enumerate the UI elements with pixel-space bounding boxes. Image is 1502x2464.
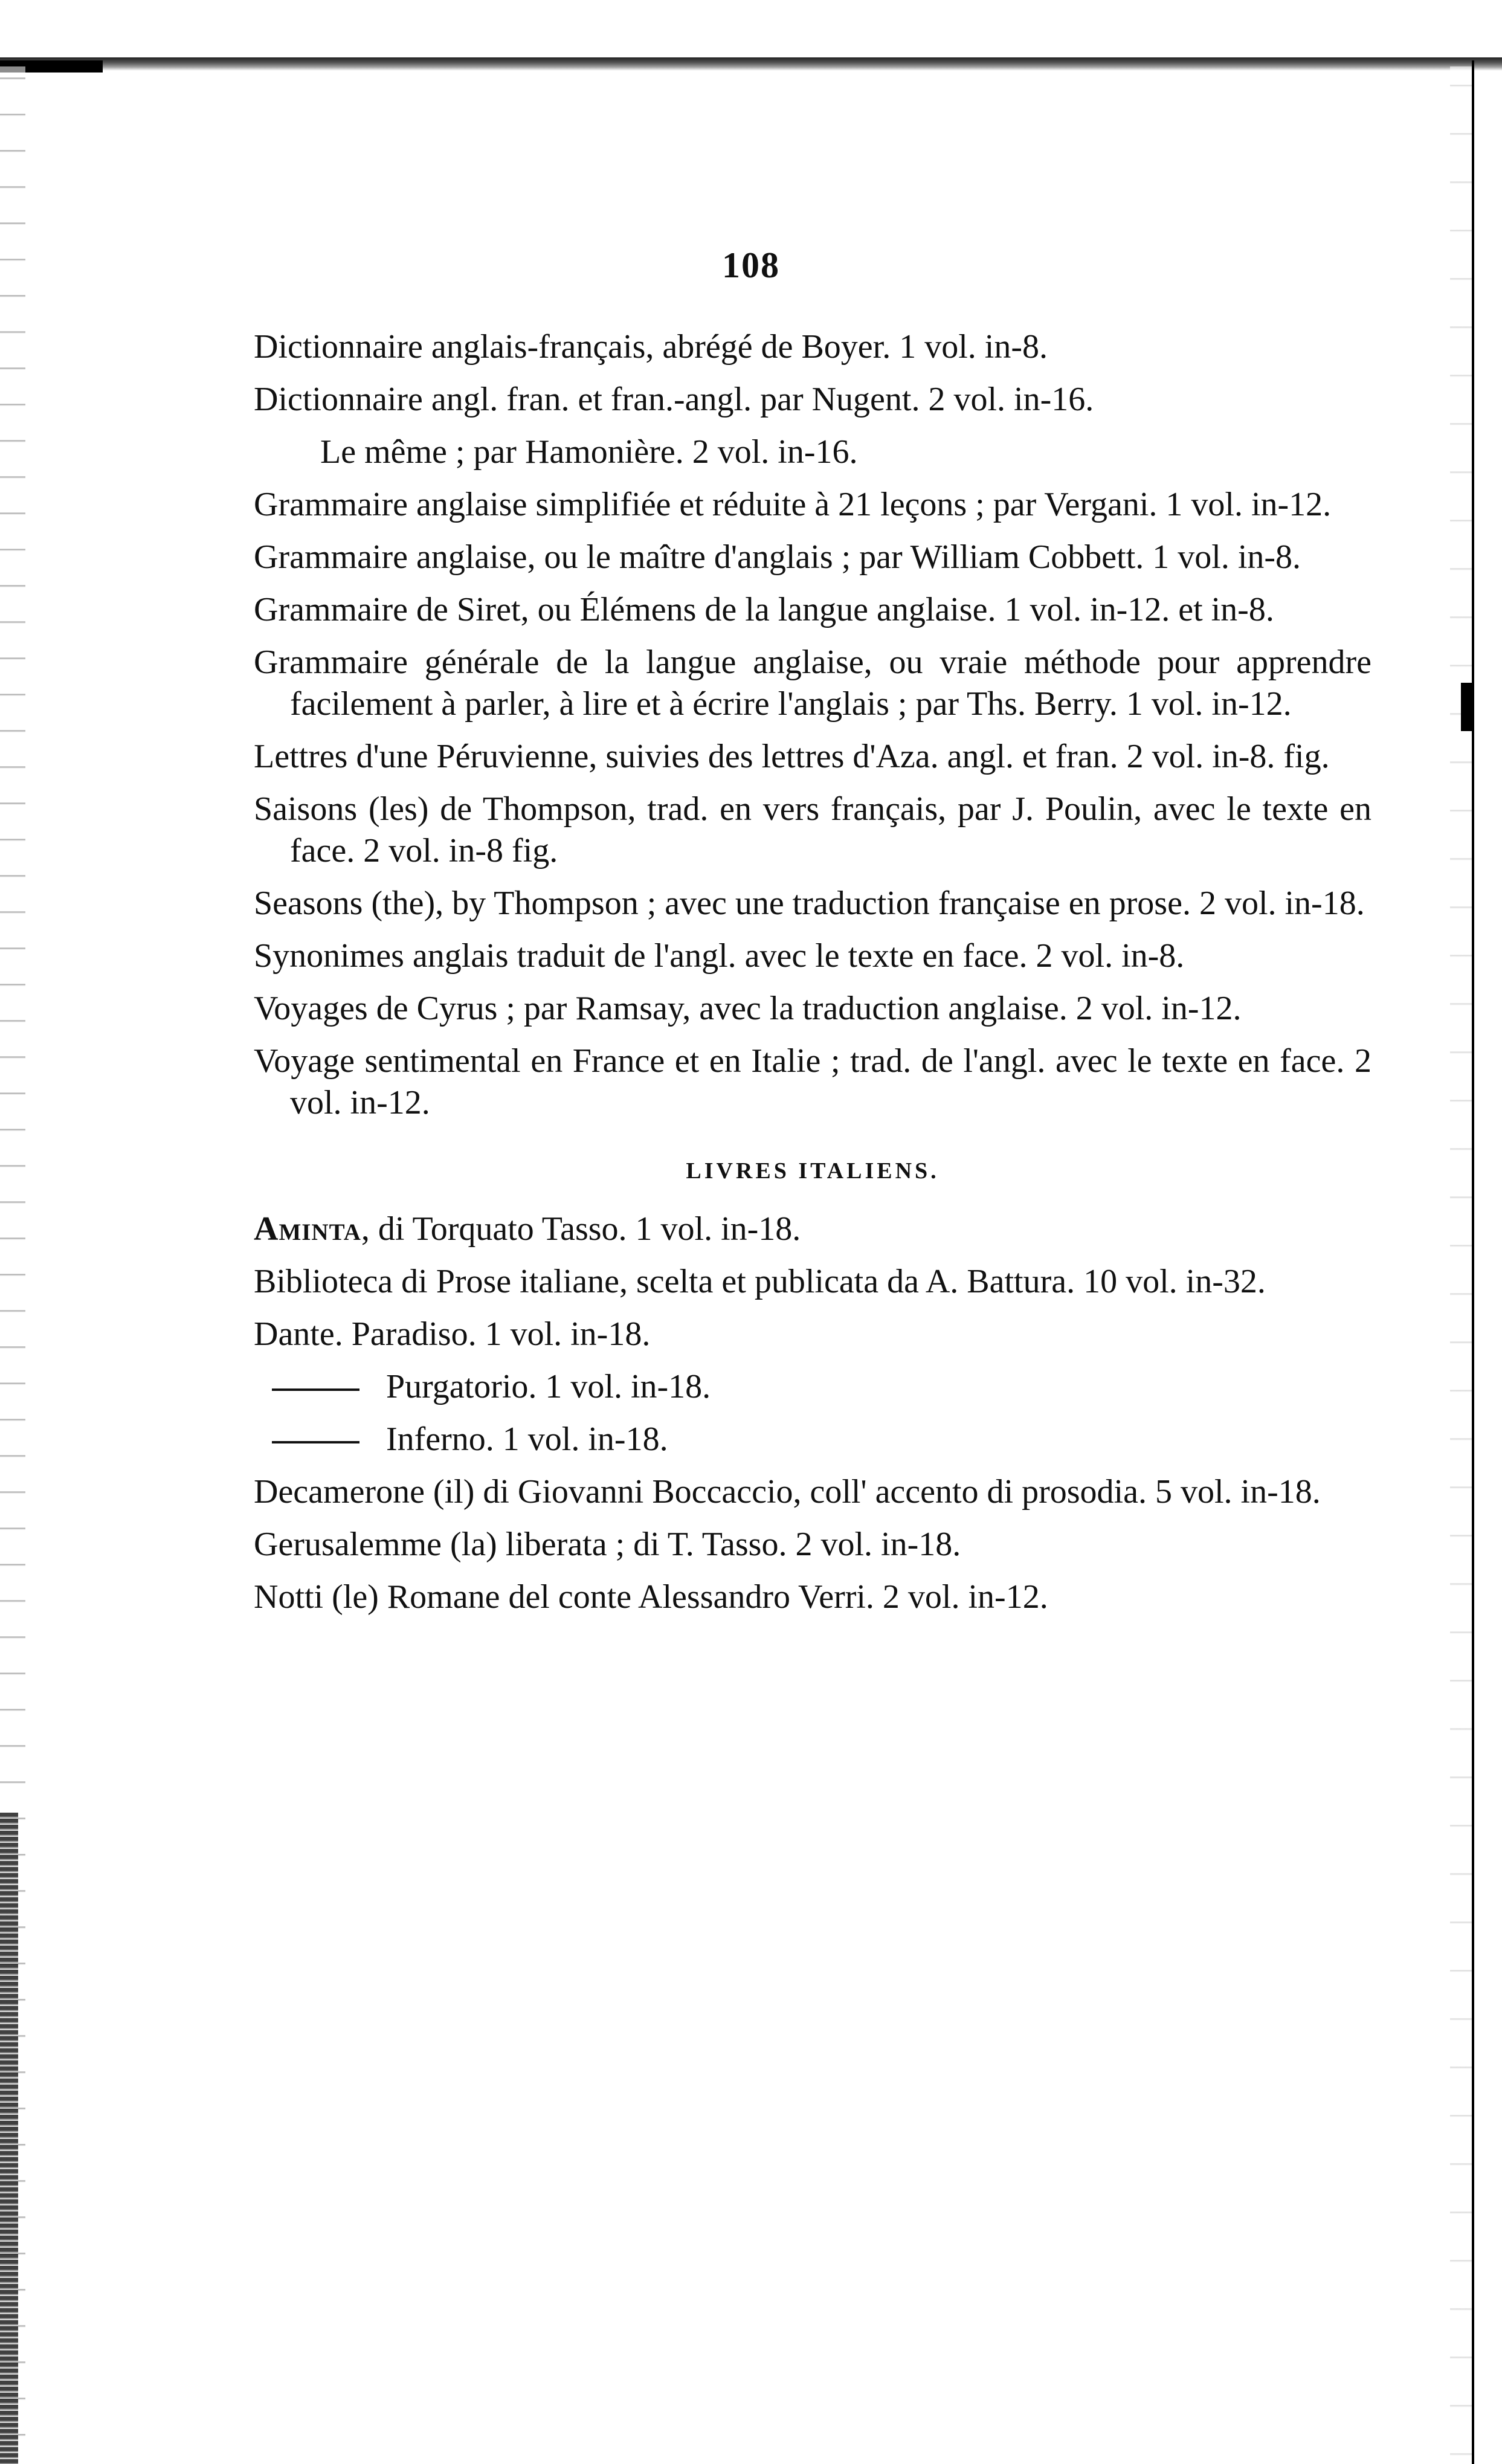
catalog-entry: Grammaire générale de la langue anglaise, ou vraie méthode pour apprendre facilement à parler, à lire et à écrire l'anglais ; par Ths. Berry. 1 vol. in-12. xyxy=(254,643,1371,723)
entry-detail: Inferno. 1 vol. in-18. xyxy=(386,1421,668,1458)
catalog-entry: Dictionnaire anglais-français, abrégé de Boyer. 1 vol. in-8. xyxy=(254,328,1048,366)
scan-top-border xyxy=(0,57,1502,71)
entry-title: Aminta xyxy=(254,1210,361,1248)
catalog-entry: Saisons (les) de Thompson, trad. en vers français, par J. Poulin, avec le texte en face. 2 vol. in-8 fig. xyxy=(254,790,1371,869)
section-heading-italian: LIVRES ITALIENS. xyxy=(686,1158,940,1184)
ditto-dash xyxy=(272,1388,359,1391)
entry-detail: Purgatorio. 1 vol. in-18. xyxy=(386,1368,711,1405)
catalog-entry: Le même ; par Hamonière. 2 vol. in-16. xyxy=(320,433,858,471)
catalog-entry: Synonimes anglais traduit de l'angl. avec le texte en face. 2 vol. in-8. xyxy=(254,937,1185,975)
catalog-entry: Notti (le) Romane del conte Alessandro Verri. 2 vol. in-12. xyxy=(254,1578,1048,1616)
catalog-entry-aminta xyxy=(254,1208,1371,1250)
catalog-entry: Voyage sentimental en France et en Italie ; trad. de l'angl. avec le texte en face. 2 vol. in-12. xyxy=(254,1042,1371,1121)
catalog-entry: Dante. Paradiso. 1 vol. in-18. xyxy=(254,1315,651,1353)
catalog-entry-ditto xyxy=(254,1366,1371,1408)
catalog-entry: Dictionnaire angl. fran. et fran.-angl. par Nugent. 2 vol. in-16. xyxy=(254,381,1094,418)
entry-detail: , di Torquato Tasso. 1 vol. in-18. xyxy=(361,1210,801,1248)
catalog-list xyxy=(254,326,1371,1629)
catalog-entry: Seasons (the), by Thompson ; avec une traduction française en prose. 2 vol. in-18. xyxy=(254,885,1365,922)
ditto-dash xyxy=(272,1441,359,1443)
catalog-entry: Grammaire anglaise, ou le maître d'anglais ; par William Cobbett. 1 vol. in-8. xyxy=(254,538,1301,576)
catalog-entry: Gerusalemme (la) liberata ; di T. Tasso. 2 vol. in-18. xyxy=(254,1526,961,1563)
catalog-entry: Biblioteca di Prose italiane, scelta et publicata da A. Battura. 10 vol. in-32. xyxy=(254,1263,1266,1300)
catalog-entry: Voyages de Cyrus ; par Ramsay, avec la traduction anglaise. 2 vol. in-12. xyxy=(254,990,1242,1027)
catalog-entry: Lettres d'une Péruvienne, suivies des lettres d'Aza. angl. et fran. 2 vol. in-8. fig. xyxy=(254,738,1330,775)
page-right-edge xyxy=(1472,60,1474,2464)
binding-edge-shadow xyxy=(0,1813,18,2464)
catalog-entry: Decamerone (il) di Giovanni Boccaccio, coll' accento di prosodia. 5 vol. in-18. xyxy=(254,1473,1321,1511)
page-number: 108 xyxy=(722,245,780,285)
catalog-entry-ditto xyxy=(254,1419,1371,1460)
ink-blot xyxy=(1461,683,1472,731)
catalog-entry: Grammaire anglaise simplifiée et réduite à 21 leçons ; par Vergani. 1 vol. in-12. xyxy=(254,486,1332,523)
catalog-entry: Grammaire de Siret, ou Élémens de la langue anglaise. 1 vol. in-12. et in-8. xyxy=(254,591,1274,628)
right-margin-specks xyxy=(1450,66,1472,2464)
